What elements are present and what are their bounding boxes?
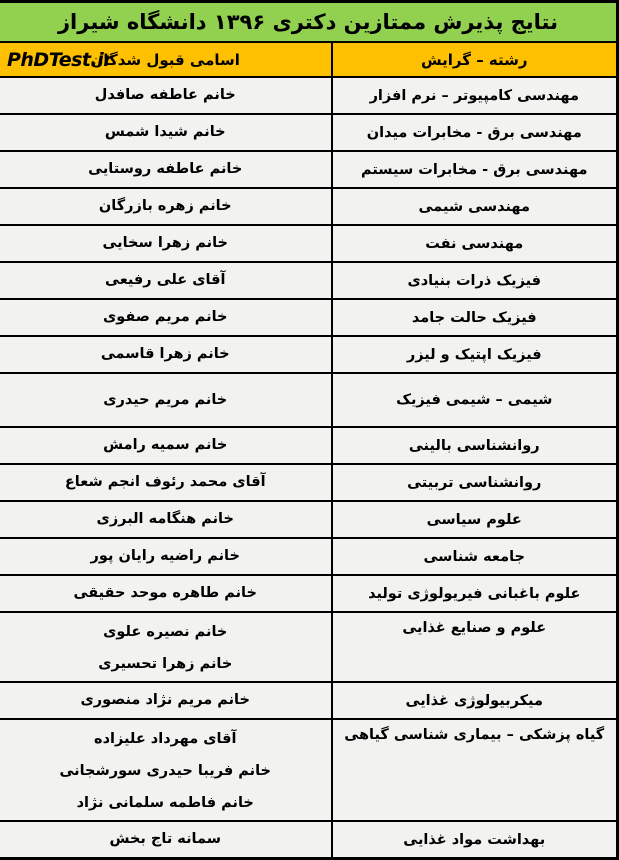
field-cell: [332, 427, 618, 464]
accepted-name: خانم نصیره علوی: [103, 624, 228, 640]
title-row: [0, 2, 618, 43]
field-label: روانشناسی تربیتی: [407, 474, 542, 491]
names-cell: [0, 501, 332, 538]
table-row: [0, 114, 618, 151]
field-label: میکربیولوژی غذایی: [405, 692, 543, 709]
accepted-name: خانم زهرا قاسمی: [100, 346, 230, 362]
column-header-names: [0, 42, 332, 77]
table-row: [0, 821, 618, 859]
field-label: علوم سیاسی: [426, 511, 522, 528]
table-row: [0, 501, 618, 538]
field-label: گیاه پزشکی – بیماری شناسی گیاهی: [344, 727, 605, 743]
field-label: مهندسی نفت: [425, 235, 524, 252]
names-cell: [0, 575, 332, 612]
accepted-name: خانم راضیه رایان پور: [90, 548, 240, 564]
field-label: علوم و صنایع غذایی: [402, 620, 547, 636]
column-header-names-label: اسامی قبول شدگان: [90, 50, 240, 69]
table-row: [0, 188, 618, 225]
accepted-name: آقای مهرداد علیزاده: [94, 731, 237, 747]
accepted-name: سمانه تاج بخش: [109, 831, 221, 847]
names-cell: [0, 188, 332, 225]
field-label: مهندسی برق - مخابرات میدان: [366, 124, 582, 141]
field-cell: [332, 612, 618, 682]
names-cell: [0, 299, 332, 336]
field-label: مهندسی برق - مخابرات سیستم: [360, 161, 588, 178]
names-cell: [0, 336, 332, 373]
accepted-name: آقای محمد رئوف انجم شعاع: [64, 474, 266, 490]
field-cell: [332, 225, 618, 262]
field-cell: [332, 575, 618, 612]
table-row: [0, 299, 618, 336]
field-label: فیزیک ذرات بنیادی: [407, 272, 542, 289]
field-cell: [332, 719, 618, 821]
table-row: [0, 225, 618, 262]
field-label: علوم باغبانی فیریولوژی تولید: [368, 585, 581, 602]
names-cell: [0, 77, 332, 114]
field-cell: [332, 373, 618, 427]
table-row: [0, 538, 618, 575]
field-cell: [332, 464, 618, 501]
names-cell: [0, 612, 332, 682]
field-cell: [332, 299, 618, 336]
field-cell: [332, 682, 618, 719]
field-cell: [332, 77, 618, 114]
field-label: فیزیک اپتیک و لیزر: [406, 346, 542, 363]
accepted-name: خانم زهرا تحسیری: [98, 656, 233, 672]
names-cell: [0, 262, 332, 299]
field-cell: [332, 336, 618, 373]
names-cell: [0, 538, 332, 575]
table-row: [0, 612, 618, 682]
accepted-name: خانم فاطمه سلمانی نژاد: [76, 795, 254, 811]
accepted-name: خانم طاهره موحد حقیقی: [73, 585, 257, 601]
accepted-name: خانم سمیه رامش: [103, 437, 228, 453]
table-row: [0, 464, 618, 501]
table-row: [0, 719, 618, 821]
names-cell: [0, 719, 332, 821]
table-row: [0, 373, 618, 427]
accepted-name: خانم فریبا حیدری سورشجانی: [59, 763, 271, 779]
field-label: مهندسی شیمی: [418, 198, 530, 215]
phdtest-logo: PhDTest.ir: [6, 48, 113, 71]
field-cell: [332, 821, 618, 859]
page-title: نتایج پذیرش ممتازین دکتری ۱۳۹۶ دانشگاه شیراز: [0, 2, 618, 43]
table-row: [0, 262, 618, 299]
names-cell: [0, 821, 332, 859]
field-cell: [332, 262, 618, 299]
table-row: [0, 77, 618, 114]
field-label: جامعه شناسی: [423, 548, 525, 565]
field-cell: [332, 188, 618, 225]
accepted-name: خانم زهره بازرگان: [98, 198, 232, 214]
table-row: [0, 336, 618, 373]
names-cell: [0, 114, 332, 151]
table-row: [0, 682, 618, 719]
accepted-name: خانم عاطفه صافدل: [94, 87, 236, 103]
names-cell: [0, 373, 332, 427]
table-row: [0, 575, 618, 612]
accepted-name: خانم زهرا سخایی: [102, 235, 228, 251]
accepted-name: خانم عاطفه روستایی: [88, 161, 243, 177]
field-label: مهندسی کامپیوتر – نرم افزار: [369, 87, 579, 104]
field-cell: [332, 501, 618, 538]
field-cell: [332, 538, 618, 575]
column-header-row: [0, 42, 618, 77]
field-label: شیمی – شیمی فیزیک: [396, 392, 553, 408]
table-row: [0, 427, 618, 464]
names-cell: [0, 151, 332, 188]
field-cell: [332, 114, 618, 151]
table-row: [0, 151, 618, 188]
field-cell: [332, 151, 618, 188]
accepted-name: خانم مریم نژاد منصوری: [80, 692, 250, 708]
accepted-name: خانم مریم حیدری: [103, 391, 228, 408]
accepted-name: خانم شیدا شمس: [104, 124, 226, 140]
column-header-field: رشته – گرایش: [332, 42, 618, 77]
names-cell: [0, 682, 332, 719]
field-label: روانشناسی بالینی: [408, 437, 540, 454]
names-cell: [0, 464, 332, 501]
accepted-name: خانم هنگامه البرزی: [96, 511, 234, 527]
field-label: بهداشت مواد غذایی: [403, 831, 546, 848]
accepted-name: آقای علی رفیعی: [105, 272, 226, 288]
accepted-name: خانم مریم صفوی: [103, 309, 228, 325]
names-cell: [0, 225, 332, 262]
field-label: فیزیک حالت جامد: [411, 309, 537, 326]
names-cell: [0, 427, 332, 464]
